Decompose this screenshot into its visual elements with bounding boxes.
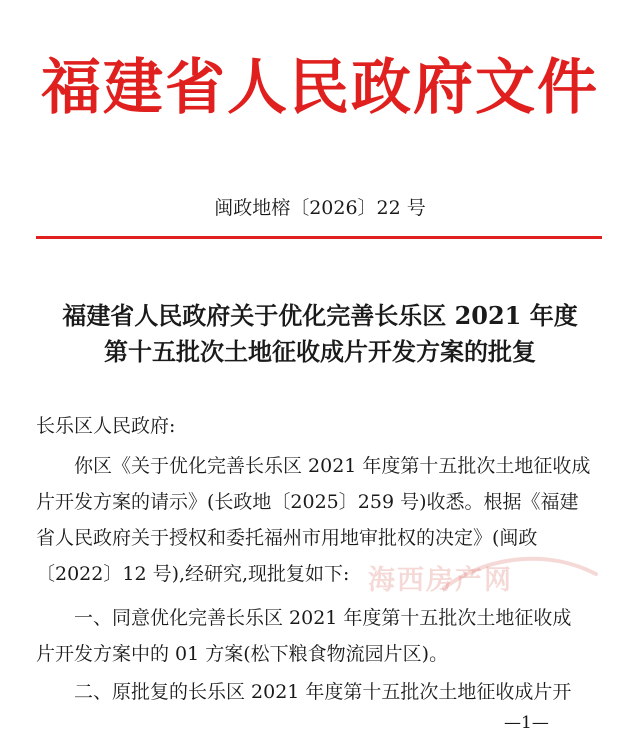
watermark: 海西房产网 bbox=[368, 565, 513, 596]
body-line: 二、原批复的长乐区 2021 年度第十五批次土地征收成片开 bbox=[74, 681, 572, 703]
body-line: 片开发方案的请示》(长政地〔2025〕259 号)收悉。根据《福建 bbox=[36, 491, 579, 513]
document-title bbox=[20, 298, 620, 370]
page-number: —1— bbox=[504, 713, 549, 733]
body-line: 片开发方案中的 01 方案(松下粮食物流园片区)。 bbox=[36, 643, 449, 665]
addressee: 长乐区人民政府: bbox=[36, 415, 176, 437]
issuer-masthead: 福建省人民政府文件 bbox=[41, 53, 599, 123]
title-line: 第十五批次土地征收成片开发方案的批复 bbox=[104, 337, 536, 366]
document-number: 闽政地榕〔2026〕22 号 bbox=[214, 197, 426, 219]
title-line: 福建省人民政府关于优化完善长乐区 2021 年度 bbox=[62, 301, 578, 330]
body-line: 〔2022〕12 号),经研究,现批复如下: bbox=[36, 563, 350, 585]
red-divider-rule bbox=[36, 236, 602, 239]
body-line: 一、同意优化完善长乐区 2021 年度第十五批次土地征收成 bbox=[74, 607, 572, 629]
body-line: 省人民政府关于授权和委托福州市用地审批权的决定》(闽政 bbox=[36, 527, 538, 549]
body-line: 你区《关于优化完善长乐区 2021 年度第十五批次土地征收成 bbox=[74, 455, 591, 477]
